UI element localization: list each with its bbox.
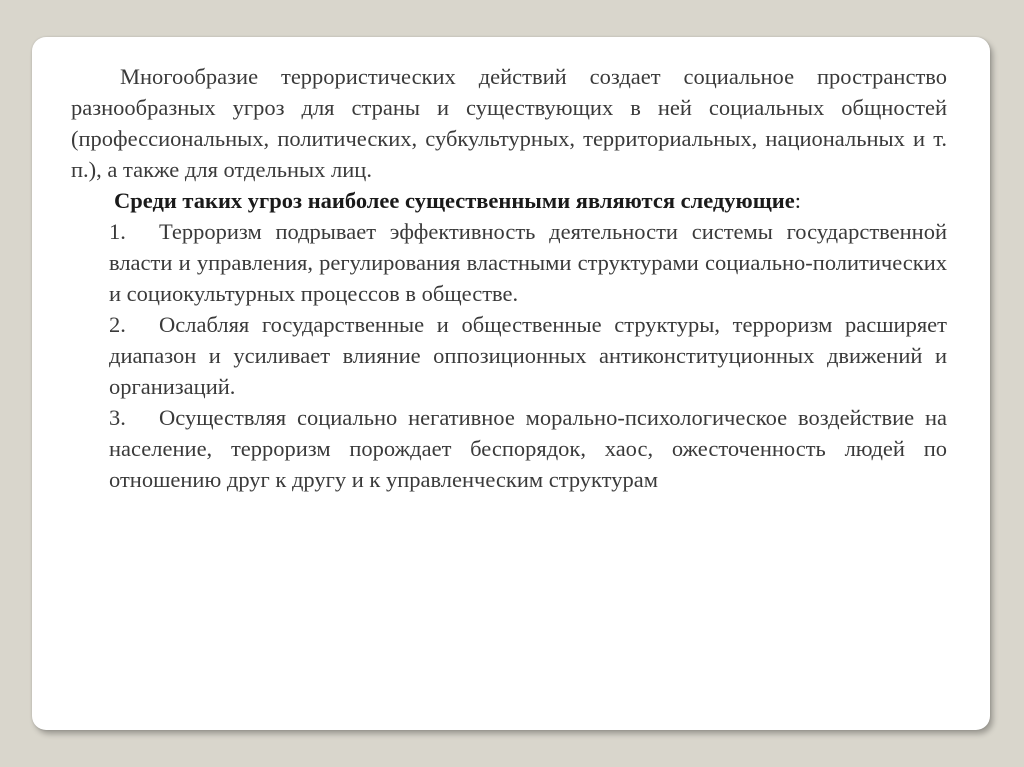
slide-content [71,61,947,495]
threats-heading-colon: : [794,188,801,213]
list-item-number: 2. [109,312,126,337]
list-item-text: Ослабляя государственные и общественные структуры, терроризм расширяет диапазон и усиливает влияние оппозиционных антиконституционных движений и организаций. [109,312,947,399]
list-item [71,309,947,402]
list-item-number: 3. [109,405,126,430]
threats-heading-text: Среди таких угроз наиболее существенными являются следующие [114,188,795,213]
list-item-number: 1. [109,219,126,244]
threats-heading [71,185,947,216]
intro-paragraph: Многообразие террористических действий создает социальное пространство разнообразных угроз для страны и существующих в ней социальных общностей (профессиональных, политических, субкультурных, территориальных, национальных и т. п.), а также для отдельных лиц. [71,64,947,182]
list-item-text: Терроризм подрывает эффективность деятельности системы государственной власти и управления, регулирования властными структурами социально-политических и социокультурных процессов в обществе. [109,219,947,306]
slide-frame [32,37,990,730]
list-item [71,402,947,495]
list-item-text: Осуществляя социально негативное морально-психологическое воздействие на население, терроризм порождает беспорядок, хаос, ожесточенность людей по отношению друг к другу и к управленческим структурам [109,405,947,492]
list-item [71,216,947,309]
